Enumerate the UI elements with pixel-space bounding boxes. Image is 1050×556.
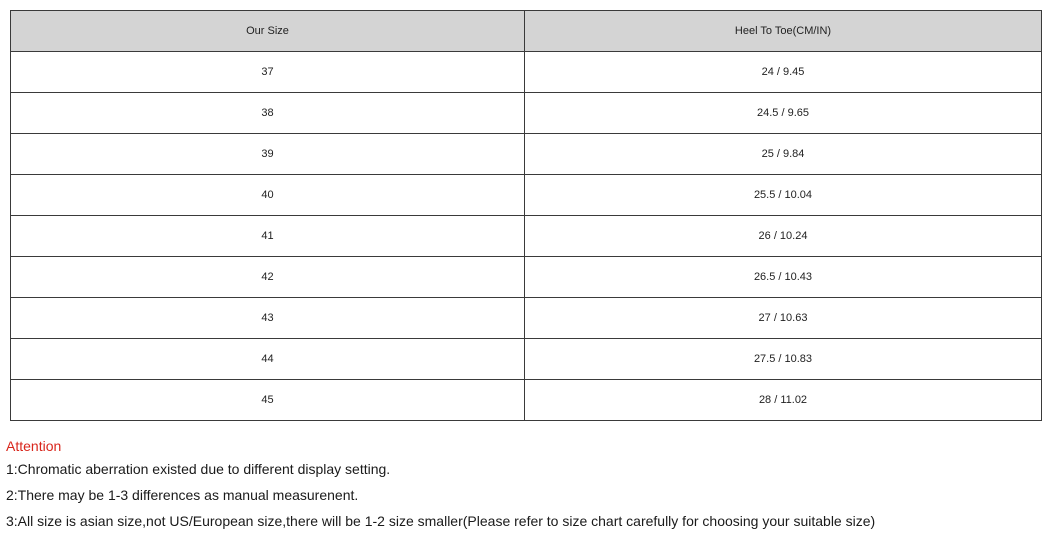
table-row — [11, 175, 1042, 216]
size-cell: 43 — [11, 298, 525, 339]
note-line-2: 2:There may be 1-3 differences as manual measurenent. — [6, 487, 359, 503]
attention-heading: Attention — [6, 438, 62, 454]
size-chart-table — [10, 10, 1042, 421]
length-cell: 24 / 9.45 — [525, 52, 1042, 93]
table-row — [11, 52, 1042, 93]
table-row — [11, 93, 1042, 134]
header-our-size: Our Size — [11, 11, 525, 52]
size-cell: 38 — [11, 93, 525, 134]
size-cell: 40 — [11, 175, 525, 216]
size-cell: 42 — [11, 257, 525, 298]
table-row — [11, 339, 1042, 380]
size-cell: 39 — [11, 134, 525, 175]
table-row — [11, 257, 1042, 298]
size-cell: 44 — [11, 339, 525, 380]
length-cell: 26.5 / 10.43 — [525, 257, 1042, 298]
length-cell: 25.5 / 10.04 — [525, 175, 1042, 216]
size-cell: 41 — [11, 216, 525, 257]
note-line-1: 1:Chromatic aberration existed due to different display setting. — [6, 461, 391, 477]
length-cell: 25 / 9.84 — [525, 134, 1042, 175]
size-cell: 45 — [11, 380, 525, 421]
attention-notes — [6, 436, 1046, 534]
table-row — [11, 216, 1042, 257]
note-line-3: 3:All size is asian size,not US/European size,there will be 1-2 size smaller(Please refer to size chart carefully for choosing your suitable size) — [6, 513, 876, 529]
size-cell: 37 — [11, 52, 525, 93]
length-cell: 28 / 11.02 — [525, 380, 1042, 421]
length-cell: 24.5 / 9.65 — [525, 93, 1042, 134]
length-cell: 26 / 10.24 — [525, 216, 1042, 257]
table-row — [11, 134, 1042, 175]
length-cell: 27.5 / 10.83 — [525, 339, 1042, 380]
table-header-row — [11, 11, 1042, 52]
header-heel-to-toe: Heel To Toe(CM/IN) — [525, 11, 1042, 52]
table-row — [11, 380, 1042, 421]
table-row — [11, 298, 1042, 339]
length-cell: 27 / 10.63 — [525, 298, 1042, 339]
